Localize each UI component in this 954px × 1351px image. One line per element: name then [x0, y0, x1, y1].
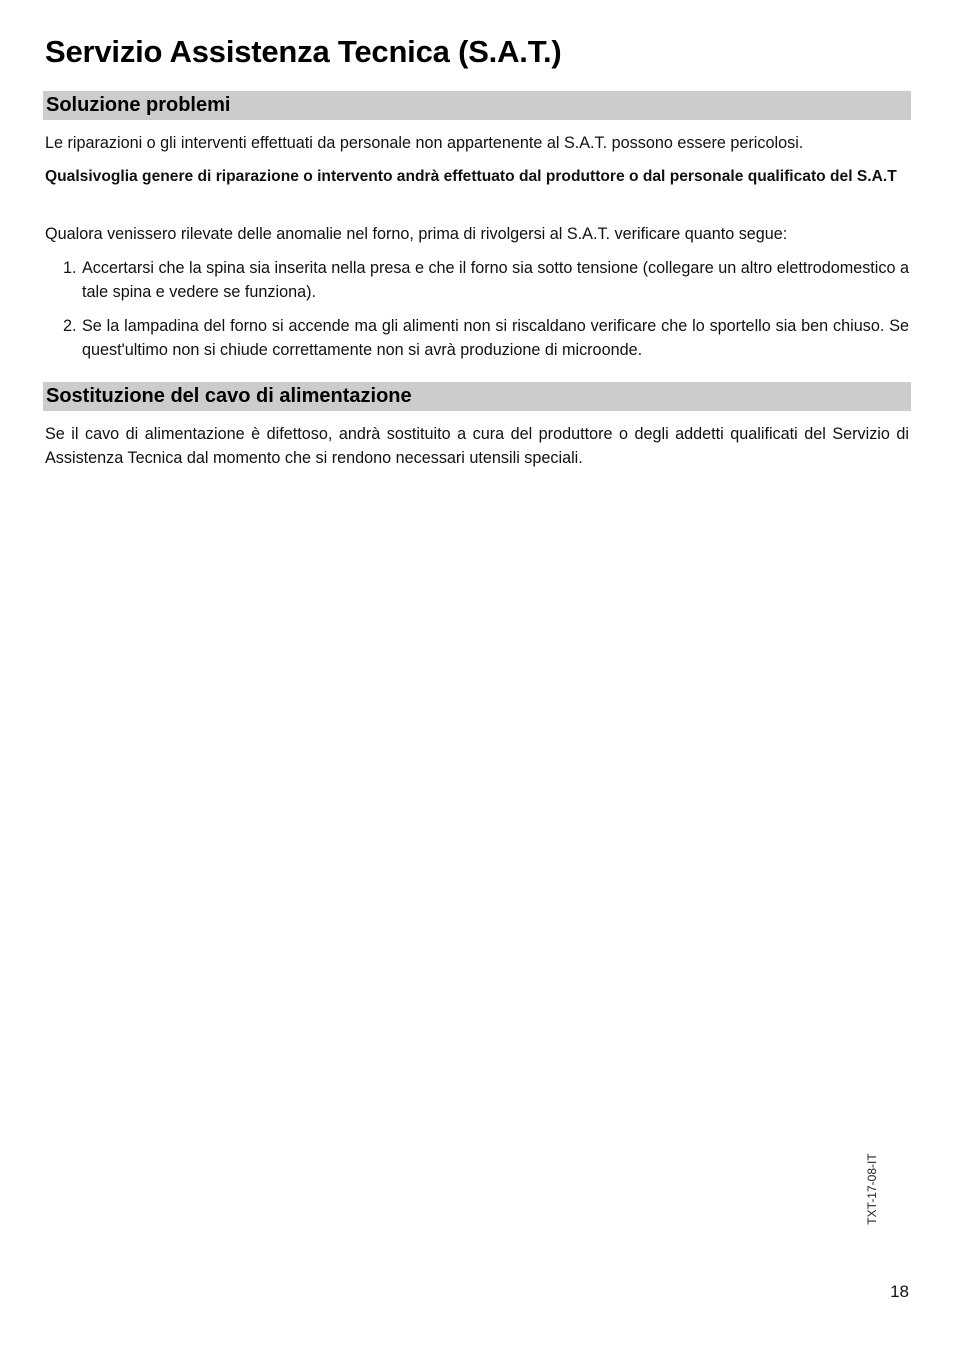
- list-item: [45, 256, 909, 304]
- document-code: TXT-17-08-IT: [865, 1153, 879, 1225]
- list-item: [45, 314, 909, 362]
- list-item-text: Se la lampadina del forno si accende ma gli alimenti non si riscaldano verificare che lo sportello sia ben chiuso. Se quest'ultimo non si chiude correttamente non si avrà produzione di microonde.: [82, 317, 909, 359]
- page-title: Servizio Assistenza Tecnica (S.A.T.): [45, 34, 562, 69]
- list-item-number: 2.: [63, 317, 77, 335]
- page-number: 18: [890, 1282, 909, 1301]
- power-cable-paragraph: Se il cavo di alimentazione è difettoso, andrà sostituito a cura del produttore o degli addetti qualificati del Servizio di Assistenza Tecnica dal momento che si rendono necessari utensili speciali.: [45, 425, 909, 467]
- section-heading-sostituzione-cavo: Sostituzione del cavo di alimentazione: [43, 382, 911, 411]
- intro-paragraph: Le riparazioni o gli interventi effettuati da personale non appartenente al S.A.T. possono essere pericolosi.: [45, 134, 804, 152]
- list-item-number: 1.: [63, 259, 77, 277]
- list-item-text: Accertarsi che la spina sia inserita nella presa e che il forno sia sotto tensione (collegare un altro elettrodomestico a tale spina e vedere se funziona).: [82, 259, 909, 301]
- warning-paragraph: Qualsivoglia genere di riparazione o intervento andrà effettuato dal produttore o dal personale qualificato del S.A.T: [45, 168, 897, 185]
- section-heading-soluzione-problemi: Soluzione problemi: [43, 91, 911, 120]
- checklist-lead-paragraph: Qualora venissero rilevate delle anomalie nel forno, prima di rivolgersi al S.A.T. verificare quanto segue:: [45, 225, 788, 243]
